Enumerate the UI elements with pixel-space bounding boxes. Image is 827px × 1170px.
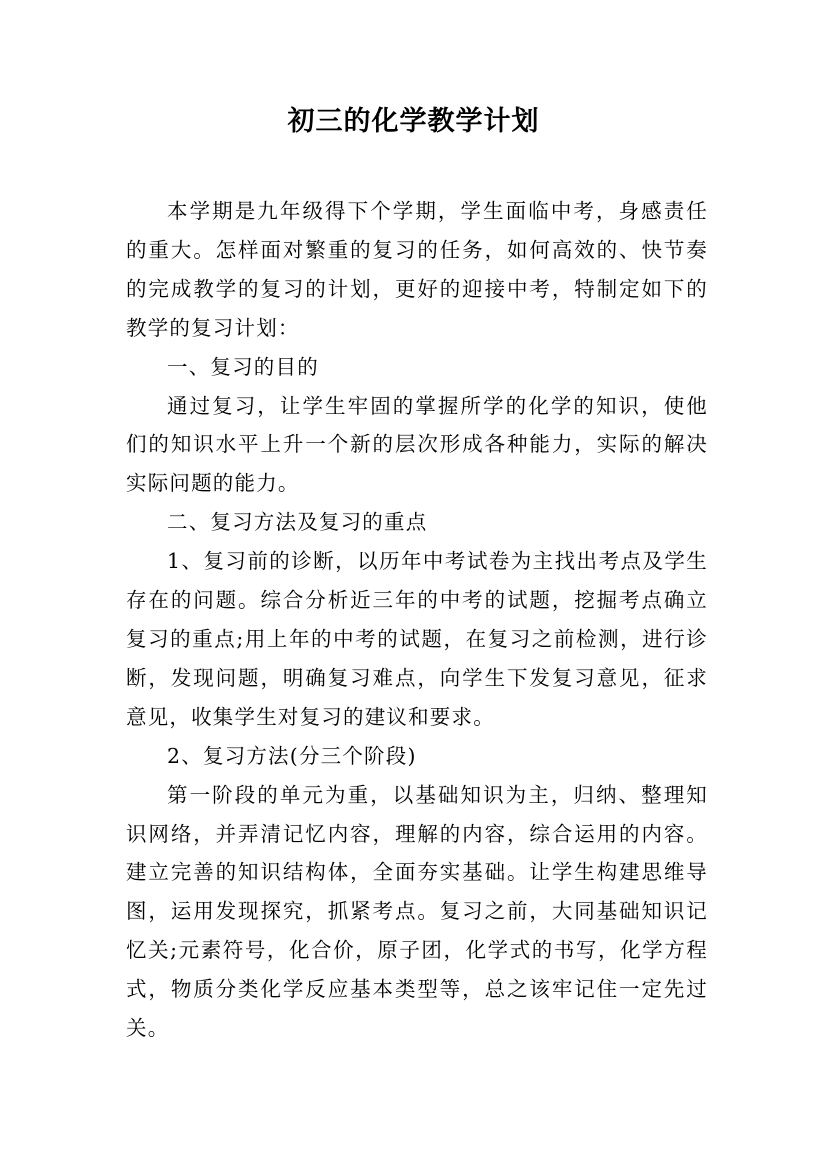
- subheading-methods-stages: 2、复习方法(分三个阶段): [167, 743, 417, 768]
- paragraph-diagnosis: 1、复习前的诊断，以历年中考试卷为主找出考点及学生存在的问题。综合分析近三年的中考的试题，挖掘考点确立复习的重点;用上年的中考的试题，在复习之前检测，进行诊断，发现问题，明确复习难点，向学生下发复习意见，征求意见，收集学生对复习的建议和要求。: [126, 549, 708, 729]
- paragraph-purpose: 通过复习，让学生牢固的掌握所学的化学的知识，使他们的知识水平上升一个新的层次形成各种能力，实际的解决实际问题的能力。: [126, 393, 708, 496]
- document-body: [126, 192, 708, 1048]
- paragraph-stage-one: 第一阶段的单元为重，以基础知识为主，归纳、整理知识网络，并弄清记忆内容，理解的内容，综合运用的内容。建立完善的知识结构体，全面夯实基础。让学生构建思维导图，运用发现探究，抓紧考点。复习之前，大同基础知识记忆关;元素符号，化合价，原子团，化学式的书写，化学方程式，物质分类化学反应基本类型等，总之该牢记住一定先过关。: [126, 782, 708, 1041]
- section-heading-methods: 二、复习方法及复习的重点: [167, 510, 428, 535]
- section-heading-purpose: 一、复习的目的: [167, 354, 319, 379]
- paragraph-intro: 本学期是九年级得下个学期，学生面临中考，身感责任的重大。怎样面对繁重的复习的任务，如何高效的、快节奏的完成教学的复习的计划，更好的迎接中考，特制定如下的教学的复习计划：: [126, 199, 708, 340]
- document-title: 初三的化学教学计划: [287, 106, 540, 137]
